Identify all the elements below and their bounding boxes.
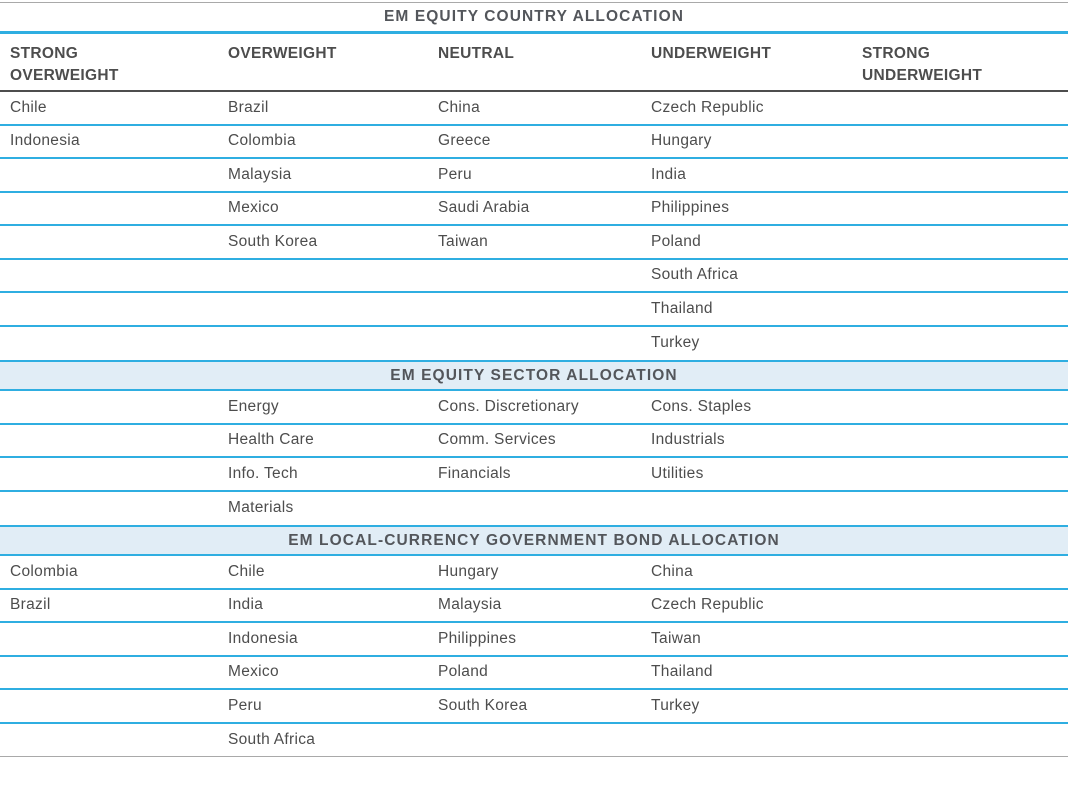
column-header-row — [0, 34, 1068, 92]
table-row — [0, 126, 1068, 160]
table-row — [0, 159, 1068, 193]
section-title: EM EQUITY SECTOR ALLOCATION — [0, 360, 1068, 391]
table-cell: Poland — [651, 232, 702, 250]
table-row — [0, 492, 1068, 526]
column-header: STRONG UNDERWEIGHT — [862, 45, 983, 84]
table-row — [0, 92, 1068, 126]
table-cell: Mexico — [228, 199, 279, 217]
table-cell: Czech Republic — [651, 98, 764, 116]
column-header: STRONG OVERWEIGHT — [10, 45, 119, 84]
table-cell: Utilities — [651, 464, 704, 482]
column-header: NEUTRAL — [438, 45, 515, 62]
table-cell: South Korea — [228, 232, 318, 250]
table-row — [0, 327, 1068, 361]
table-cell: Chile — [228, 562, 265, 580]
table-cell: Thailand — [651, 663, 713, 681]
table-cell: Financials — [438, 464, 511, 482]
table-cell: Greece — [438, 132, 491, 150]
table-cell: Brazil — [228, 98, 269, 116]
table-cell: Mexico — [228, 663, 279, 681]
table-cell: Malaysia — [228, 165, 292, 183]
table-cell: Saudi Arabia — [438, 199, 530, 217]
allocation-table — [0, 2, 1068, 757]
table-cell: Hungary — [651, 132, 712, 150]
table-cell: Info. Tech — [228, 464, 298, 482]
table-cell: China — [438, 98, 480, 116]
table-cell: Indonesia — [228, 629, 298, 647]
table-cell: Philippines — [651, 199, 730, 217]
table-cell: Brazil — [10, 596, 51, 614]
table-cell: Colombia — [228, 132, 296, 150]
table-row — [0, 657, 1068, 691]
table-cell: Industrials — [651, 431, 725, 449]
table-cell: Peru — [228, 696, 262, 714]
table-cell: South Africa — [228, 730, 316, 748]
table-row — [0, 690, 1068, 724]
table-cell: Indonesia — [10, 132, 80, 150]
table-cell: Cons. Staples — [651, 397, 752, 415]
table-row — [0, 226, 1068, 260]
table-cell: Chile — [10, 98, 47, 116]
table-cell: Peru — [438, 165, 472, 183]
table-cell: Turkey — [651, 696, 700, 714]
table-row — [0, 193, 1068, 227]
table-cell: Taiwan — [438, 232, 489, 250]
table-row — [0, 623, 1068, 657]
table-cell: Philippines — [438, 629, 517, 647]
table-row — [0, 391, 1068, 425]
table-cell: Thailand — [651, 299, 713, 317]
table-row — [0, 425, 1068, 459]
table-cell: India — [651, 165, 687, 183]
table-cell: Cons. Discretionary — [438, 397, 579, 415]
table-cell: Czech Republic — [651, 596, 764, 614]
table-cell: Hungary — [438, 562, 499, 580]
table-cell: Colombia — [10, 562, 78, 580]
table-cell: Malaysia — [438, 596, 502, 614]
column-header: UNDERWEIGHT — [651, 45, 772, 62]
section-title: EM LOCAL-CURRENCY GOVERNMENT BOND ALLOCATION — [0, 525, 1068, 556]
column-header: OVERWEIGHT — [228, 45, 337, 62]
table-cell: Materials — [228, 499, 294, 517]
table-cell: China — [651, 562, 693, 580]
table-cell: South Africa — [651, 266, 739, 284]
table-row — [0, 260, 1068, 294]
table-cell: Taiwan — [651, 629, 702, 647]
table-cell: India — [228, 596, 264, 614]
table-cell: Poland — [438, 663, 489, 681]
table-cell: Turkey — [651, 334, 700, 352]
table-row — [0, 458, 1068, 492]
table-cell: South Korea — [438, 696, 528, 714]
table-row — [0, 590, 1068, 624]
table-cell: Energy — [228, 397, 279, 415]
table-cell: Comm. Services — [438, 431, 556, 449]
table-row — [0, 293, 1068, 327]
table-row — [0, 724, 1068, 758]
table-cell: Health Care — [228, 431, 315, 449]
table-row — [0, 556, 1068, 590]
section-title: EM EQUITY COUNTRY ALLOCATION — [0, 2, 1068, 34]
